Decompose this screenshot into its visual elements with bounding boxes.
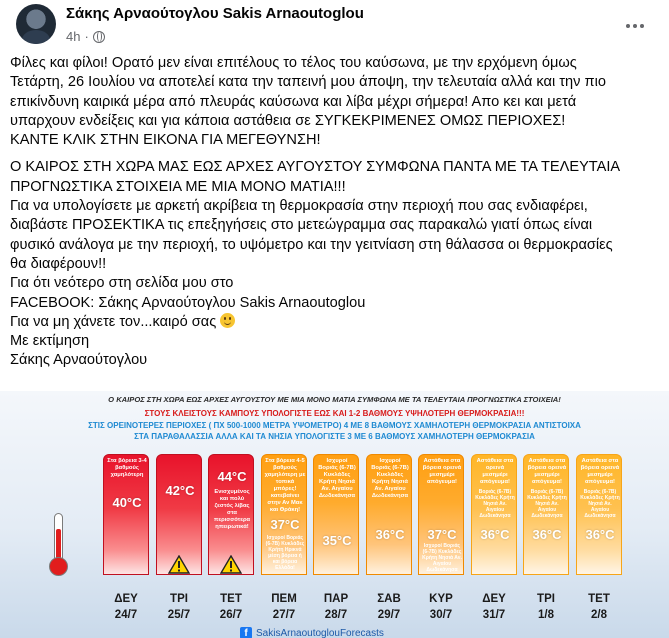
forecast-day-column: [471, 454, 517, 575]
facebook-page-link[interactable]: FACEBOOK: Σάκης Αρναούτογλου Sakis Arnaoutoglou: [10, 294, 366, 311]
day-temperature: 44°C: [217, 469, 247, 484]
day-date: 28/7: [324, 609, 348, 621]
day-name: ΤΡΙ: [170, 593, 188, 605]
day-note: Αστάθεια στα ορεινά μεσημέρι απόγευμα!: [476, 458, 514, 485]
day-date: 31/7: [482, 609, 506, 621]
day-temperature: 36°C: [532, 527, 562, 542]
day-temperature: 42°C: [165, 483, 195, 498]
day-name: ΤΡΙ: [537, 593, 555, 605]
meta-separator: ·: [84, 29, 89, 44]
post-line: θα διαφέρουν!!: [10, 255, 107, 272]
post-line: Φίλες και φίλοι! Ορατό μεν είναι επιτέλους το τέλος του καύσωνα, με την ερχόμενη όμως: [10, 55, 577, 71]
forecast-day-column: [103, 454, 149, 575]
post-line: διαβάστε ΠΡΟΣΕΚΤΙΚΑ τις επεξηγήσεις στο μετεώγραμμα σας παρακαλώ γιατί όπως είναι: [10, 217, 593, 234]
day-name: ΣΑΒ: [377, 593, 401, 605]
more-horizontal-icon: [626, 24, 630, 28]
forecast-note-blue-2: ΣΤΑ ΠΑΡΑΘΑΛΑΣΣΙΑ ΑΛΛΑ ΚΑΙ ΤΑ ΝΗΣΙΑ ΥΠΟΛΟΓΙΣΤΕ 3 ΜΕ 6 ΒΑΘΜΟΥΣ ΧΑΜΗΛΟΤΕΡΗ ΘΕΡΜΟΚΡΑΣΙΑ: [134, 432, 535, 441]
post-line: Για να μη χάνετε τον...καιρό σας: [10, 313, 221, 330]
forecast-day-column: [576, 454, 622, 575]
post-line: Τετάρτη, 26 Ιουλίου να αποτελεί κατα την ταπεινή μου άποψη, την τελευταία αλλά και την πιο: [10, 74, 606, 91]
day-name: ΠΕΜ: [271, 593, 297, 605]
day-temperature: 37°C: [427, 527, 457, 542]
day-temperature: 36°C: [480, 527, 510, 542]
day-footnote: Ισχυροί Βοριάς (6-7Β) Κυκλάδες Κρήτη Νησιά Αν. Αιγαίου Δωδεκάνησα: [422, 543, 462, 573]
day-footnote: Βοριάς (6-7Β) Κυκλάδες Κρήτη Νησιά Αν. Αιγαίου Δωδεκάνησα: [475, 489, 515, 519]
day-note: Ενισχυμένος και πολύ ζεστός λίβας στα περισσότερα ηπειρωτικά!: [213, 489, 251, 530]
post-line: Σάκης Αρναούτογλου: [10, 352, 148, 369]
day-date: 2/8: [591, 609, 607, 621]
post-time[interactable]: 4h: [66, 29, 81, 44]
warning-triangle-icon: [220, 555, 242, 574]
day-footnote: Βοριάς (6-7Β) Κυκλάδες Κρήτη Νησιά Αν. Αιγαίου Δωδεκάνησα: [580, 489, 620, 519]
forecast-footer: [240, 627, 384, 638]
day-temperature: 35°C: [322, 533, 352, 548]
globe-icon[interactable]: [93, 31, 105, 43]
day-date: 24/7: [114, 609, 138, 621]
forecast-day-column: [261, 454, 307, 575]
forecast-footer-text: SakisArnaoutoglouForecasts: [256, 627, 384, 638]
post-line: Ο ΚΑΙΡΟΣ ΣΤΗ ΧΩΡΑ ΜΑΣ ΕΩΣ ΑΡΧΕΣ ΑΥΓΟΥΣΤΟΥ ΣΥΜΦΩΝΑ ΠΑΝΤΑ ΜΕ ΤΑ ΤΕΛΕΥΤΑΙΑ: [10, 159, 621, 176]
forecast-day-column: [313, 454, 359, 575]
post-line: φυσικό ανάλογα με την περιοχή, το υψόμετρο και την γειτνίαση στη θάλασσα οι θερμοκρασίες: [10, 236, 613, 253]
post-line: επικίνδυνη καιρικά μέρα από πλευράς καύσωνα και λίβα μέχρι σήμερα! Απο κει και μετά: [10, 93, 577, 110]
day-date: 30/7: [429, 609, 453, 621]
day-name: ΤΕΤ: [220, 593, 242, 605]
day-date: 27/7: [272, 609, 296, 621]
post-meta: [66, 29, 105, 44]
day-date: 1/8: [538, 609, 554, 621]
forecast-day-column: [418, 454, 464, 575]
avatar[interactable]: [16, 4, 56, 44]
day-name: ΚΥΡ: [429, 593, 453, 605]
smiling-face-emoji-icon: [220, 313, 235, 328]
day-temperature: 40°C: [112, 495, 142, 510]
day-name: ΠΑΡ: [323, 593, 349, 605]
day-note: Στα βόρεια 4-5 βαθμούς χαμηλότερη με τοπικά μπόρες! κατεβαίνει στην Αν Μακ και Θράκη!: [264, 458, 306, 513]
day-date: 29/7: [377, 609, 401, 621]
author-name[interactable]: Σάκης Αρναούτογλου Sakis Arnaoutoglou: [66, 5, 364, 22]
facebook-icon: f: [240, 627, 252, 638]
day-footnote: Ισχυροί Βοριάς (6-7Β) Κυκλάδες Κρήτη Ηρικνά μέση βόρεια ή και βόρεια Ελλάδα!: [265, 535, 305, 571]
post-line: υπαρχουν ενδείξεις και για κάποια αστάθεια σε ΣΥΓΚΕΚΡΙΜΕΝΕΣ ΟΜΩΣ ΠΕΡΙΟΧΕΣ!: [10, 112, 566, 129]
post-text: [10, 54, 660, 371]
forecast-day-column: [523, 454, 569, 575]
post-line: Για να υπολογίσετε με αρκετή ακρίβεια τη θερμοκρασία στην περιοχή που σας ενδιαφέρει,: [10, 198, 588, 215]
forecast-title: Ο ΚΑΙΡΟΣ ΣΤΗ ΧΩΡΑ ΕΩΣ ΑΡΧΕΣ ΑΥΓΟΥΣΤΟΥ ΜΕ ΜΙΑ ΜΟΝΟ ΜΑΤΙΑ ΣΥΜΦΩΝΑ ΜΕ ΤΑ ΤΕΛΕΥΤΑΙΑ ΠΡΟΓΝΩΣΤΙΚΑ ΣΤΟΙΧΕΙΑ!: [108, 395, 561, 404]
post-line-emoji: [10, 313, 660, 332]
day-name: ΔΕΥ: [114, 593, 138, 605]
day-temperature: 37°C: [270, 517, 300, 532]
post-line: Για ότι νεότερο στη σελίδα μου στο: [10, 275, 234, 292]
day-name: ΤΕΤ: [588, 593, 610, 605]
day-note: Στα βόρεια 3-4 βαθμούς χαμηλότερη: [107, 458, 147, 478]
forecast-note-blue-1: ΣΤΙΣ ΟΡΕΙΝΟΤΕΡΕΣ ΠΕΡΙΟΧΕΣ ( ΠΧ 500-1000 ΜΕΤΡΑ ΥΨΟΜΕΤΡΟ) 4 ΜΕ 8 ΒΑΘΜΟΥΣ ΧΑΜΗΛΟΤΕΡΗ ΘΕΡΜΟΚΡΑΣΙΑ ΑΝΤΙΣΤΟΙΧΑ: [88, 421, 581, 430]
forecast-note-red: ΣΤΟΥΣ ΚΛΕΙΣΤΟΥΣ ΚΑΜΠΟΥΣ ΥΠΟΛΟΓΙΣΤΕ ΕΩΣ ΚΑΙ 1-2 ΒΑΘΜΟΥΣ ΥΨΗΛΟΤΕΡΗ ΘΕΡΜΟΚΡΑΣΙΑ!!!: [144, 409, 525, 418]
day-note: Αστάθεια στα βόρεια ορεινά μεσημέρι απόγευμα!: [580, 458, 620, 485]
day-note: Αστάθεια στα βόρεια ορεινά μεσημέρι απόγευμα!: [527, 458, 567, 485]
day-date: 25/7: [167, 609, 191, 621]
day-note: Ισχυροί Βοριάς (6-7Β) Κυκλάδες Κρήτη Νησιά Αν. Αιγαίου Δωδεκάνησα: [371, 458, 409, 499]
post-line: ΚΑΝΤΕ ΚΛΙΚ ΣΤΗΝ ΕΙΚΟΝΑ ΓΙΑ ΜΕΓΕΘΥΝΣΗ!: [10, 132, 321, 149]
thermometer-icon: [48, 513, 68, 575]
more-options-button[interactable]: [617, 8, 653, 44]
forecast-day-column: [366, 454, 412, 575]
post-line: ΠΡΟΓΝΩΣΤΙΚΑ ΣΤΟΙΧΕΙΑ ΜΕ ΜΙΑ ΜΟΝΟ ΜΑΤΙΑ!!!: [10, 178, 346, 195]
day-name: ΔΕΥ: [482, 593, 506, 605]
post-line: Με εκτίμηση: [10, 333, 90, 350]
warning-triangle-icon: [168, 555, 190, 574]
forecast-image[interactable]: [0, 391, 669, 638]
day-note: Αστάθεια στα βόρεια ορεινά μεσημέρι απόγευμα!: [422, 458, 462, 485]
post-header: [0, 0, 669, 50]
day-footnote: Βοριάς (6-7Β) Κυκλάδες Κρήτη Νησιά Αν. Αιγαίου Δωδεκάνησα: [527, 489, 567, 519]
day-temperature: 36°C: [585, 527, 615, 542]
day-note: Ισχυροί Βοριάς (6-7Β) Κυκλάδες Κρήτη Νησιά Αν. Αιγαίου Δωδεκάνησα: [318, 458, 356, 499]
day-date: 26/7: [219, 609, 243, 621]
day-temperature: 36°C: [375, 527, 405, 542]
